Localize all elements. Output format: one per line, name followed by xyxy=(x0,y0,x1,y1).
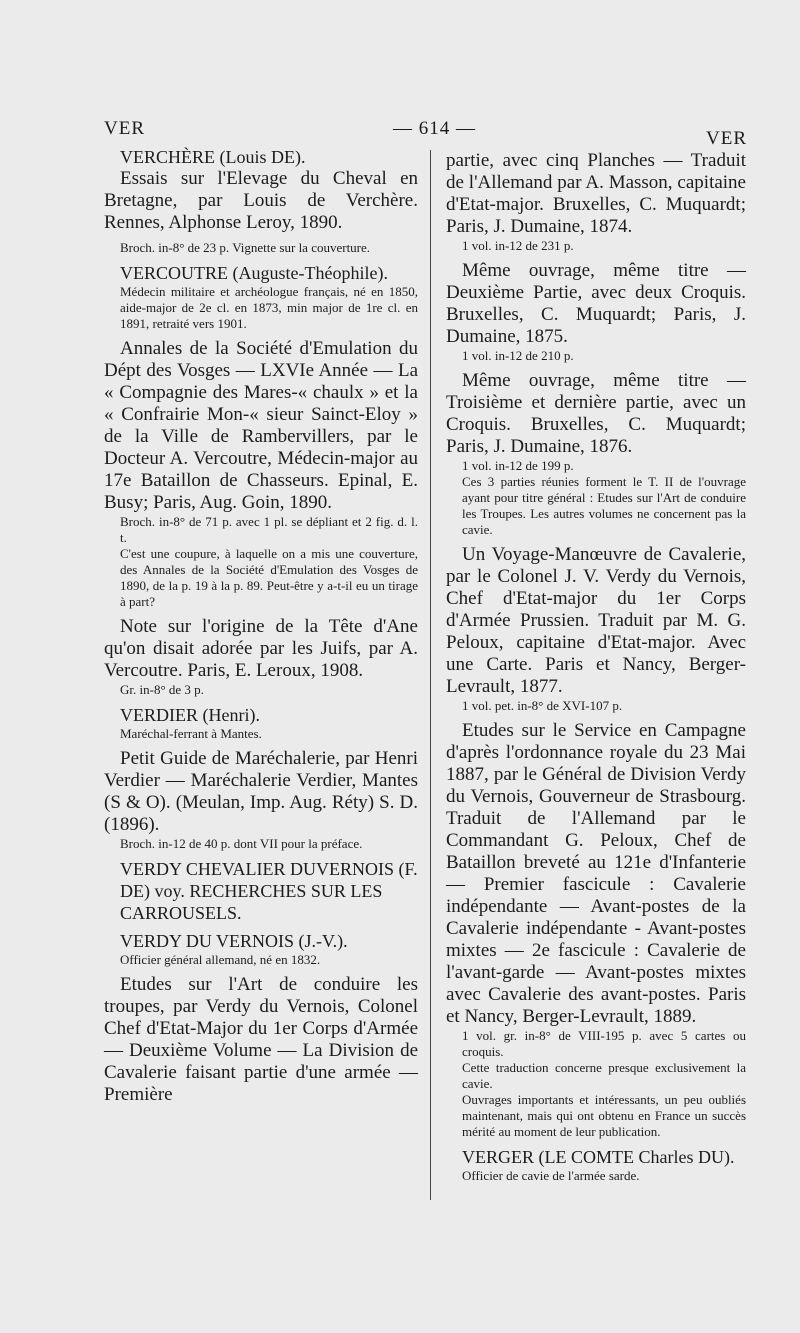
entry-title: Essais sur l'Elevage du Cheval en Bretagne, par Louis de Verchère. Rennes, Alphonse Leroy, 1890. xyxy=(104,168,418,233)
entry-note: Ces 3 parties réunies forment le T. II de l'ouvrage ayant pour titre général : Etudes sur l'Art de conduire les Troupes. Les autres volumes ne concernent pas la cavie. xyxy=(462,474,746,537)
entry-name-verchere: VERCHÈRE (Louis DE). xyxy=(120,147,306,167)
entry-note: 1 vol. pet. in-8° de XVI-107 p. xyxy=(462,698,623,713)
entry-note: Broch. in-12 de 40 p. dont VII pour la préface. xyxy=(120,836,363,851)
entry-title: Etudes sur le Service en Campagne d'après l'ordonnance royale du 23 Mai 1887, par le Général de Division Verdy du Vernois, Gouverneur de Strasbourg. Traduit de l'Allemand par le Commandant G. Peloux, Chef de Bataillon breveté au 121e d'Infanterie — Premier fascicule : Cavalerie indépendante — Avant-postes de la Cavalerie indépendante - Avant-postes mixtes — 2e fascicule : Cavalerie de l'avant-garde — Avant-postes mixtes avec Cavalerie des avant-postes. Paris et Nancy, Berger-Levrault, 1889. xyxy=(446,720,746,1027)
running-head-left: VER xyxy=(104,118,145,139)
entry-title: Petit Guide de Maréchalerie, par Henri Verdier — Maréchalerie Verdier, Mantes (S & O). (Meulan, Imp. Aug. Réty) S. D. (1896). xyxy=(104,748,418,835)
entry-title: Note sur l'origine de la Tête d'Ane qu'on disait adorée par les Juifs, par A. Vercoutre. Paris, E. Leroux, 1908. xyxy=(104,616,418,681)
entry-title: Etudes sur l'Art de conduire les troupes, par Verdy du Vernois, Colonel Chef d'Etat-Major du 1er Corps d'Armée — Deuxième Volume — La Division de Cavalerie faisant partie d'une armée — Première xyxy=(104,974,418,1105)
entry-note: Broch. in-8° de 71 p. avec 1 pl. se dépliant et 2 fig. d. l. t. xyxy=(120,514,418,545)
entry-note: 1 vol. gr. in-8° de VIII-195 p. avec 5 cartes ou croquis. xyxy=(462,1028,746,1059)
entry-note: 1 vol. in-12 de 210 p. xyxy=(462,348,574,363)
entry-continuation: partie, avec cinq Planches — Traduit de l'Allemand par A. Masson, capitaine d'Etat-major. Bruxelles, C. Muquardt; Paris, J. Dumaine, 1874. xyxy=(446,150,746,237)
entry-name-verdy-du-vernois: VERDY DU VERNOIS (J.-V.). xyxy=(120,931,348,951)
column-rule xyxy=(430,150,431,1200)
entry-note: 1 vol. in-12 de 199 p. xyxy=(462,458,574,473)
entry-note: C'est une coupure, à laquelle on a mis une couverture, des Annales de la Société d'Emulation des Vosges de 1890, de la p. 19 à la p. 89. Peut-être y a-t-il eu un tirage à part? xyxy=(120,546,418,609)
entry-name-verdy-duvernois: VERDY CHEVALIER DUVERNOIS (F. DE) voy. RECHERCHES SUR LES CARROUSELS. xyxy=(120,859,418,923)
entry-name-verger: VERGER (LE COMTE Charles DU). xyxy=(462,1147,735,1167)
entry-bio: Médecin militaire et archéologue français, né en 1850, aide-major de 2e cl. en 1873, min major de 1re cl. en 1891, retraité vers 1901. xyxy=(120,284,418,331)
entry-title: Même ouvrage, même titre — Troisième et dernière partie, avec un Croquis. Bruxelles, C. Muquardt; Paris, J. Dumaine, 1876. xyxy=(446,370,746,457)
entry-note: 1 vol. in-12 de 231 p. xyxy=(462,238,574,253)
right-column xyxy=(446,150,746,1184)
entry-note: Gr. in-8° de 3 p. xyxy=(120,682,204,697)
left-column xyxy=(104,140,418,1106)
entry-name-verdier: VERDIER (Henri). xyxy=(120,705,260,725)
entry-note: Ouvrages importants et intéressants, un peu oubliés maintenant, mais qui ont obtenu en France un succès mérité au moment de leur publication. xyxy=(462,1092,746,1139)
entry-note: Broch. in-8° de 23 p. Vignette sur la couverture. xyxy=(120,240,371,255)
running-head-right: VER xyxy=(706,128,747,149)
entry-title: Un Voyage-Manœuvre de Cavalerie, par le Colonel J. V. Verdy du Vernois, Chef d'Etat-major du 1er Corps d'Armée Prussien. Traduit par M. G. Peloux, capitaine d'Etat-major. Avec une Carte. Paris et Nancy, Berger-Levrault, 1877. xyxy=(446,544,746,697)
entry-title: Annales de la Société d'Emulation du Dépt des Vosges — LXVIe Année — La « Compagnie des Mares-« chaulx » et la « Confrairie Mon-« sieur Sainct-Eloy » de la Ville de Rambervillers, par le Docteur A. Vercoutre, Médecin-major au 17e Bataillon de Chasseurs. Epinal, E. Busy; Paris, Aug. Goin, 1890. xyxy=(104,338,418,513)
page-number: — 614 — xyxy=(393,118,476,139)
entry-bio: Maréchal-ferrant à Mantes. xyxy=(120,726,262,741)
entry-note: Cette traduction concerne presque exclusivement la cavie. xyxy=(462,1060,746,1091)
entry-bio: Officier général allemand, né en 1832. xyxy=(120,952,321,967)
entry-name-vercoutre: VERCOUTRE (Auguste-Théophile). xyxy=(120,263,388,283)
entry-bio: Officier de cavie de l'armée sarde. xyxy=(462,1168,640,1183)
entry-title: Même ouvrage, même titre — Deuxième Partie, avec deux Croquis. Bruxelles, C. Muquardt; Paris, J. Dumaine, 1875. xyxy=(446,260,746,347)
